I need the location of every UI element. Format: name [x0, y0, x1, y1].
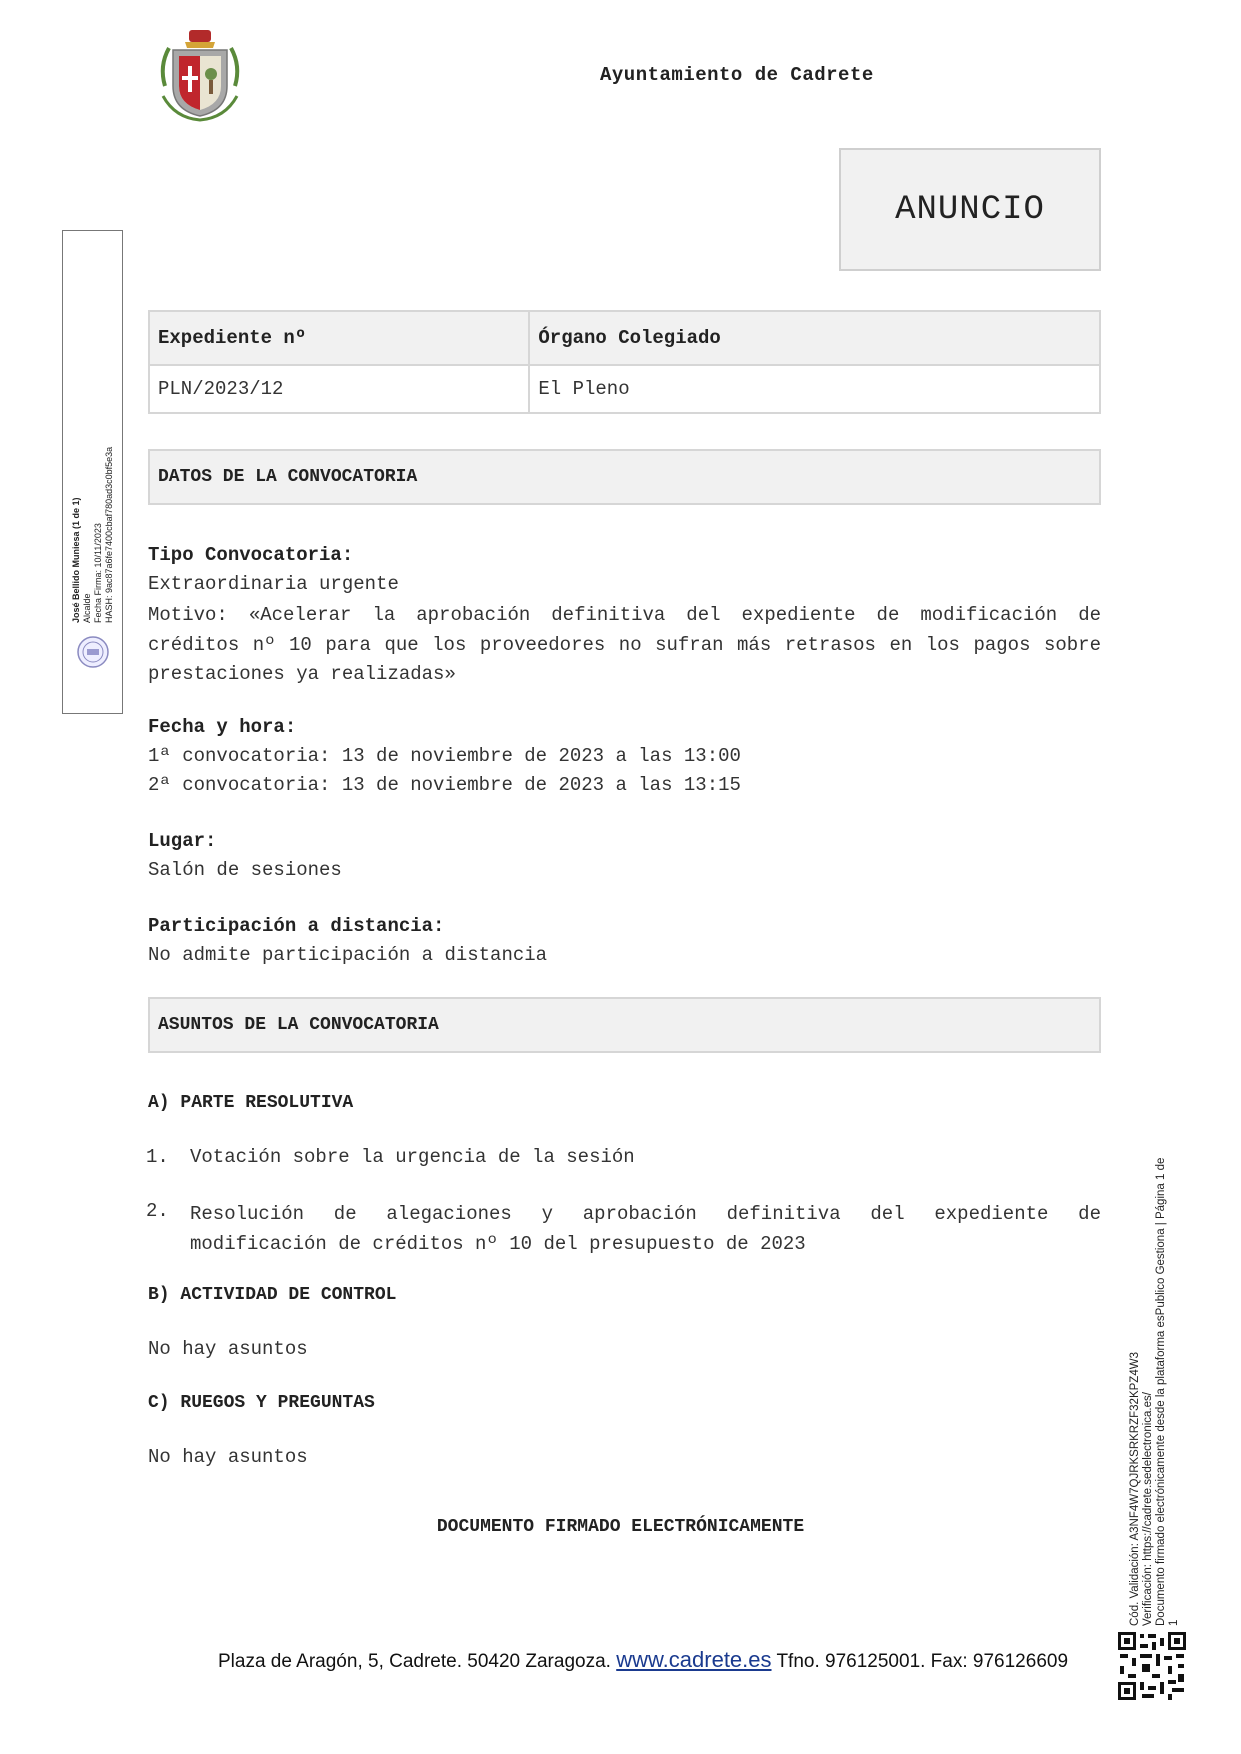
convocatoria-2: 2ª convocatoria: 13 de noviembre de 2023 a las 13:15 — [148, 774, 741, 796]
website-link[interactable]: www.cadrete.es — [616, 1647, 772, 1672]
signature-panel — [62, 230, 123, 714]
organization-name: Ayuntamiento de Cadrete — [600, 64, 874, 86]
asuntos-section-title: ASUNTOS DE LA CONVOCATORIA — [148, 997, 1101, 1053]
lugar-value: Salón de sesiones — [148, 859, 342, 881]
expediente-header: Expediente nº — [149, 311, 529, 365]
parte-a-heading: A) PARTE RESOLUTIVA — [148, 1093, 354, 1113]
item-2-number: 2. — [146, 1200, 169, 1222]
signature-date: Fecha Firma: 10/11/2023 — [93, 523, 103, 623]
qr-code-icon — [1116, 1630, 1188, 1702]
footer-address: Plaza de Aragón, 5, Cadrete. 50420 Zaragoza. — [218, 1651, 617, 1672]
signature-hash: HASH: 9ac87a6fe7400cbaf780ad3c0bf5e3a — [104, 446, 114, 623]
footer-contact: Tfno. 976125001. Fax: 976126609 — [771, 1651, 1069, 1672]
lugar-label: Lugar: — [148, 830, 217, 852]
organo-value: El Pleno — [529, 365, 1100, 413]
signed-notice: DOCUMENTO FIRMADO ELECTRÓNICAMENTE — [436, 1517, 805, 1537]
expediente-table — [148, 310, 1101, 414]
coat-of-arms-icon — [155, 26, 245, 124]
validation-panel — [1125, 1150, 1185, 1626]
validation-text — [1129, 1156, 1181, 1626]
seal-icon — [76, 635, 110, 669]
tipo-label: Tipo Convocatoria: — [148, 544, 354, 566]
datos-section-title: DATOS DE LA CONVOCATORIA — [148, 449, 1101, 505]
parte-b-value: No hay asuntos — [148, 1338, 308, 1360]
document-type-box: ANUNCIO — [839, 148, 1101, 271]
parte-b-heading: B) ACTIVIDAD DE CONTROL — [148, 1285, 397, 1305]
item-1-text: Votación sobre la urgencia de la sesión — [190, 1146, 635, 1168]
fecha-label: Fecha y hora: — [148, 716, 297, 738]
expediente-value: PLN/2023/12 — [149, 365, 529, 413]
parte-c-value: No hay asuntos — [148, 1446, 308, 1468]
participacion-value: No admite participación a distancia — [148, 944, 548, 966]
signer-role: Alcalde — [82, 593, 92, 623]
motivo-text: Motivo: «Acelerar la aprobación definitiva del expediente de modificación de créditos nº 10 para que los proveedores no sufran más retrasos en los pagos sobre prestaciones ya realizadas» — [148, 604, 1101, 685]
validation-code: Cód. Validación: A3NF4W7QJRKSRKRZF32KPZ4W3 — [1129, 1352, 1141, 1626]
signer-name: José Bellido Muniesa (1 de 1) — [71, 497, 81, 623]
organo-header: Órgano Colegiado — [529, 311, 1100, 365]
validation-url: Verificación: https://cadrete.sedelectronica.es/ — [1142, 1392, 1154, 1626]
signature-text — [71, 223, 115, 623]
parte-c-heading: C) RUEGOS Y PREGUNTAS — [148, 1393, 375, 1413]
table-header-row — [149, 311, 1100, 365]
convocatoria-1: 1ª convocatoria: 13 de noviembre de 2023 a las 13:00 — [148, 745, 741, 767]
tipo-value: Extraordinaria urgente — [148, 573, 399, 595]
item-1-number: 1. — [146, 1146, 169, 1168]
footer — [218, 1647, 1068, 1673]
validation-platform: Documento firmado electrónicamente desde la plataforma esPublico Gestiona | Página 1 de 1 — [1155, 1157, 1180, 1626]
participacion-label: Participación a distancia: — [148, 915, 445, 937]
table-row — [149, 365, 1100, 413]
item-2-text: Resolución de alegaciones y aprobación definitiva del expediente de modificación de créditos nº 10 del presupuesto de 2023 — [190, 1203, 1101, 1255]
